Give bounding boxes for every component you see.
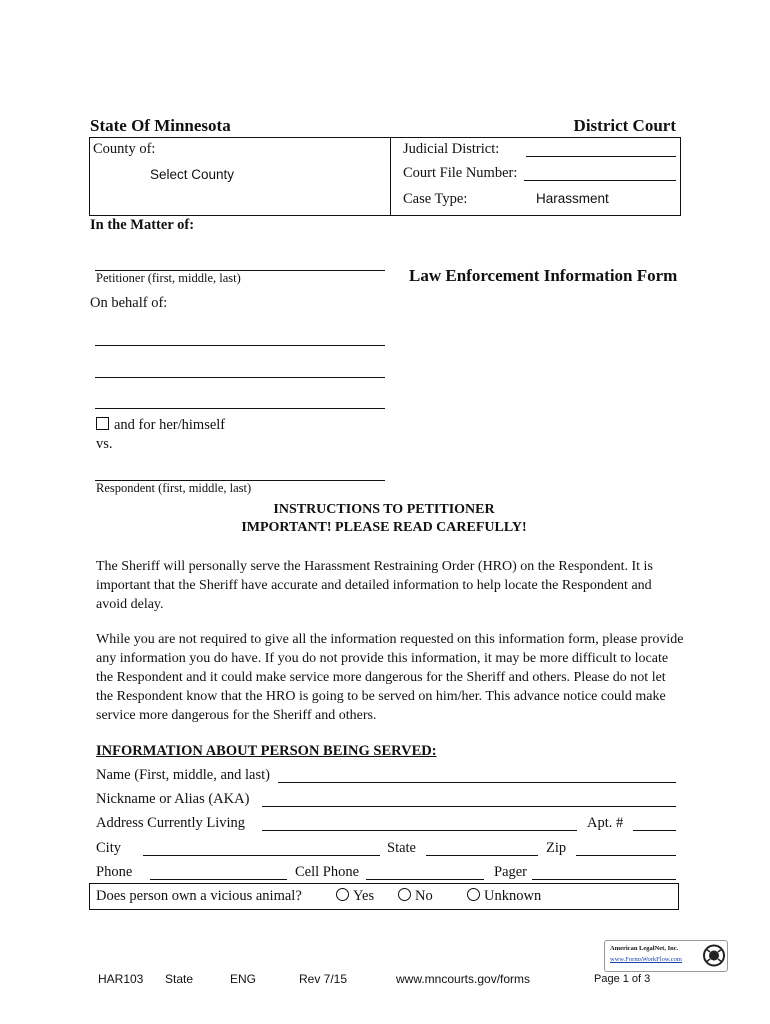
footer-url[interactable]: www.mncourts.gov/forms (396, 972, 531, 986)
instructions-para-1: The Sheriff will personally serve the Harassment Restraining Order (HRO) on the Respondent. It is important that the Sheriff have accurate and detailed information to help locate the Respondent and avoid delay. (96, 559, 653, 612)
zip-label: Zip (546, 840, 567, 856)
legalnet-seal-icon (702, 943, 726, 968)
behalf-line-2[interactable] (95, 377, 385, 378)
county-select[interactable]: Select County (150, 167, 235, 182)
behalf-line-3[interactable] (95, 408, 385, 409)
unknown-radio[interactable] (467, 888, 480, 901)
city-label: City (96, 840, 121, 856)
address-label: Address Currently Living (96, 815, 246, 831)
footer-page: Page 1 of 3 (594, 973, 651, 985)
name-label: Name (First, middle, and last) (96, 767, 270, 783)
phone-label: Phone (96, 864, 133, 880)
unknown-label: Unknown (484, 888, 542, 904)
on-behalf-label: On behalf of: (90, 295, 168, 311)
phone-field[interactable] (150, 879, 287, 880)
animal-unknown-option[interactable] (467, 888, 541, 905)
judicial-district-label: Judicial District: (403, 141, 500, 157)
legalnet-logo (604, 940, 728, 972)
footer-state: State (165, 972, 194, 986)
nickname-label: Nickname or Alias (AKA) (96, 791, 250, 807)
petitioner-label: Petitioner (first, middle, last) (96, 271, 241, 285)
nickname-field[interactable] (262, 806, 676, 807)
apt-field[interactable] (633, 830, 676, 831)
and-for-checkbox[interactable] (96, 417, 109, 430)
pager-label: Pager (494, 864, 528, 880)
apt-label: Apt. # (587, 815, 624, 831)
respondent-label: Respondent (first, middle, last) (96, 481, 252, 495)
animal-yes-option[interactable] (336, 888, 374, 905)
matter-heading: In the Matter of: (90, 217, 195, 233)
animal-no-option[interactable] (398, 888, 433, 905)
case-type-value[interactable]: Harassment (536, 191, 609, 206)
person-heading: INFORMATION ABOUT PERSON BEING SERVED: (96, 743, 437, 759)
county-label: County of: (93, 141, 156, 157)
logo-url[interactable]: www.FormsWorkFlow.com (610, 956, 682, 963)
instructions-para-2: While you are not required to give all the information requested on this information form, please provide any information you do have. If you do not provide this information, it may be more difficult to locate the Respondent and it could make service more dangerous for the Sheriff and others. Please do not let the Respondent know that the HRO is going to be served on him/her. This advance notice could make service more dangerous for the Sheriff and others. (96, 632, 684, 723)
instructions-subtitle: IMPORTANT! PLEASE READ CAREFULLY! (241, 520, 527, 535)
state-title: State Of Minnesota (90, 116, 231, 135)
address-field[interactable] (262, 830, 577, 831)
animal-question: Does person own a vicious animal? (96, 888, 302, 904)
no-label: No (415, 888, 433, 904)
instructions-title: INSTRUCTIONS TO PETITIONER (273, 502, 495, 517)
cell-label: Cell Phone (295, 864, 360, 880)
city-field[interactable] (143, 855, 380, 856)
court-file-field[interactable] (524, 180, 676, 181)
zip-field[interactable] (576, 855, 676, 856)
caption-divider (390, 137, 391, 215)
case-type-label: Case Type: (403, 191, 468, 207)
logo-name: American LegalNet, Inc. (610, 945, 679, 952)
footer-rev: Rev 7/15 (299, 972, 348, 986)
state-field[interactable] (426, 855, 538, 856)
behalf-line-1[interactable] (95, 345, 385, 346)
vs-label: vs. (96, 436, 113, 452)
form-title: Law Enforcement Information Form (409, 266, 678, 285)
and-for-label: and for her/himself (114, 417, 226, 433)
court-file-label: Court File Number: (403, 165, 518, 181)
name-field[interactable] (278, 782, 676, 783)
pager-field[interactable] (532, 879, 676, 880)
and-for-row (96, 417, 225, 434)
footer-lang: ENG (230, 972, 257, 986)
yes-label: Yes (353, 888, 375, 904)
judicial-district-field[interactable] (526, 156, 676, 157)
cell-field[interactable] (366, 879, 484, 880)
court-title: District Court (573, 116, 676, 135)
yes-radio[interactable] (336, 888, 349, 901)
footer-form-id: HAR103 (98, 972, 144, 986)
state-label: State (387, 840, 416, 856)
no-radio[interactable] (398, 888, 411, 901)
